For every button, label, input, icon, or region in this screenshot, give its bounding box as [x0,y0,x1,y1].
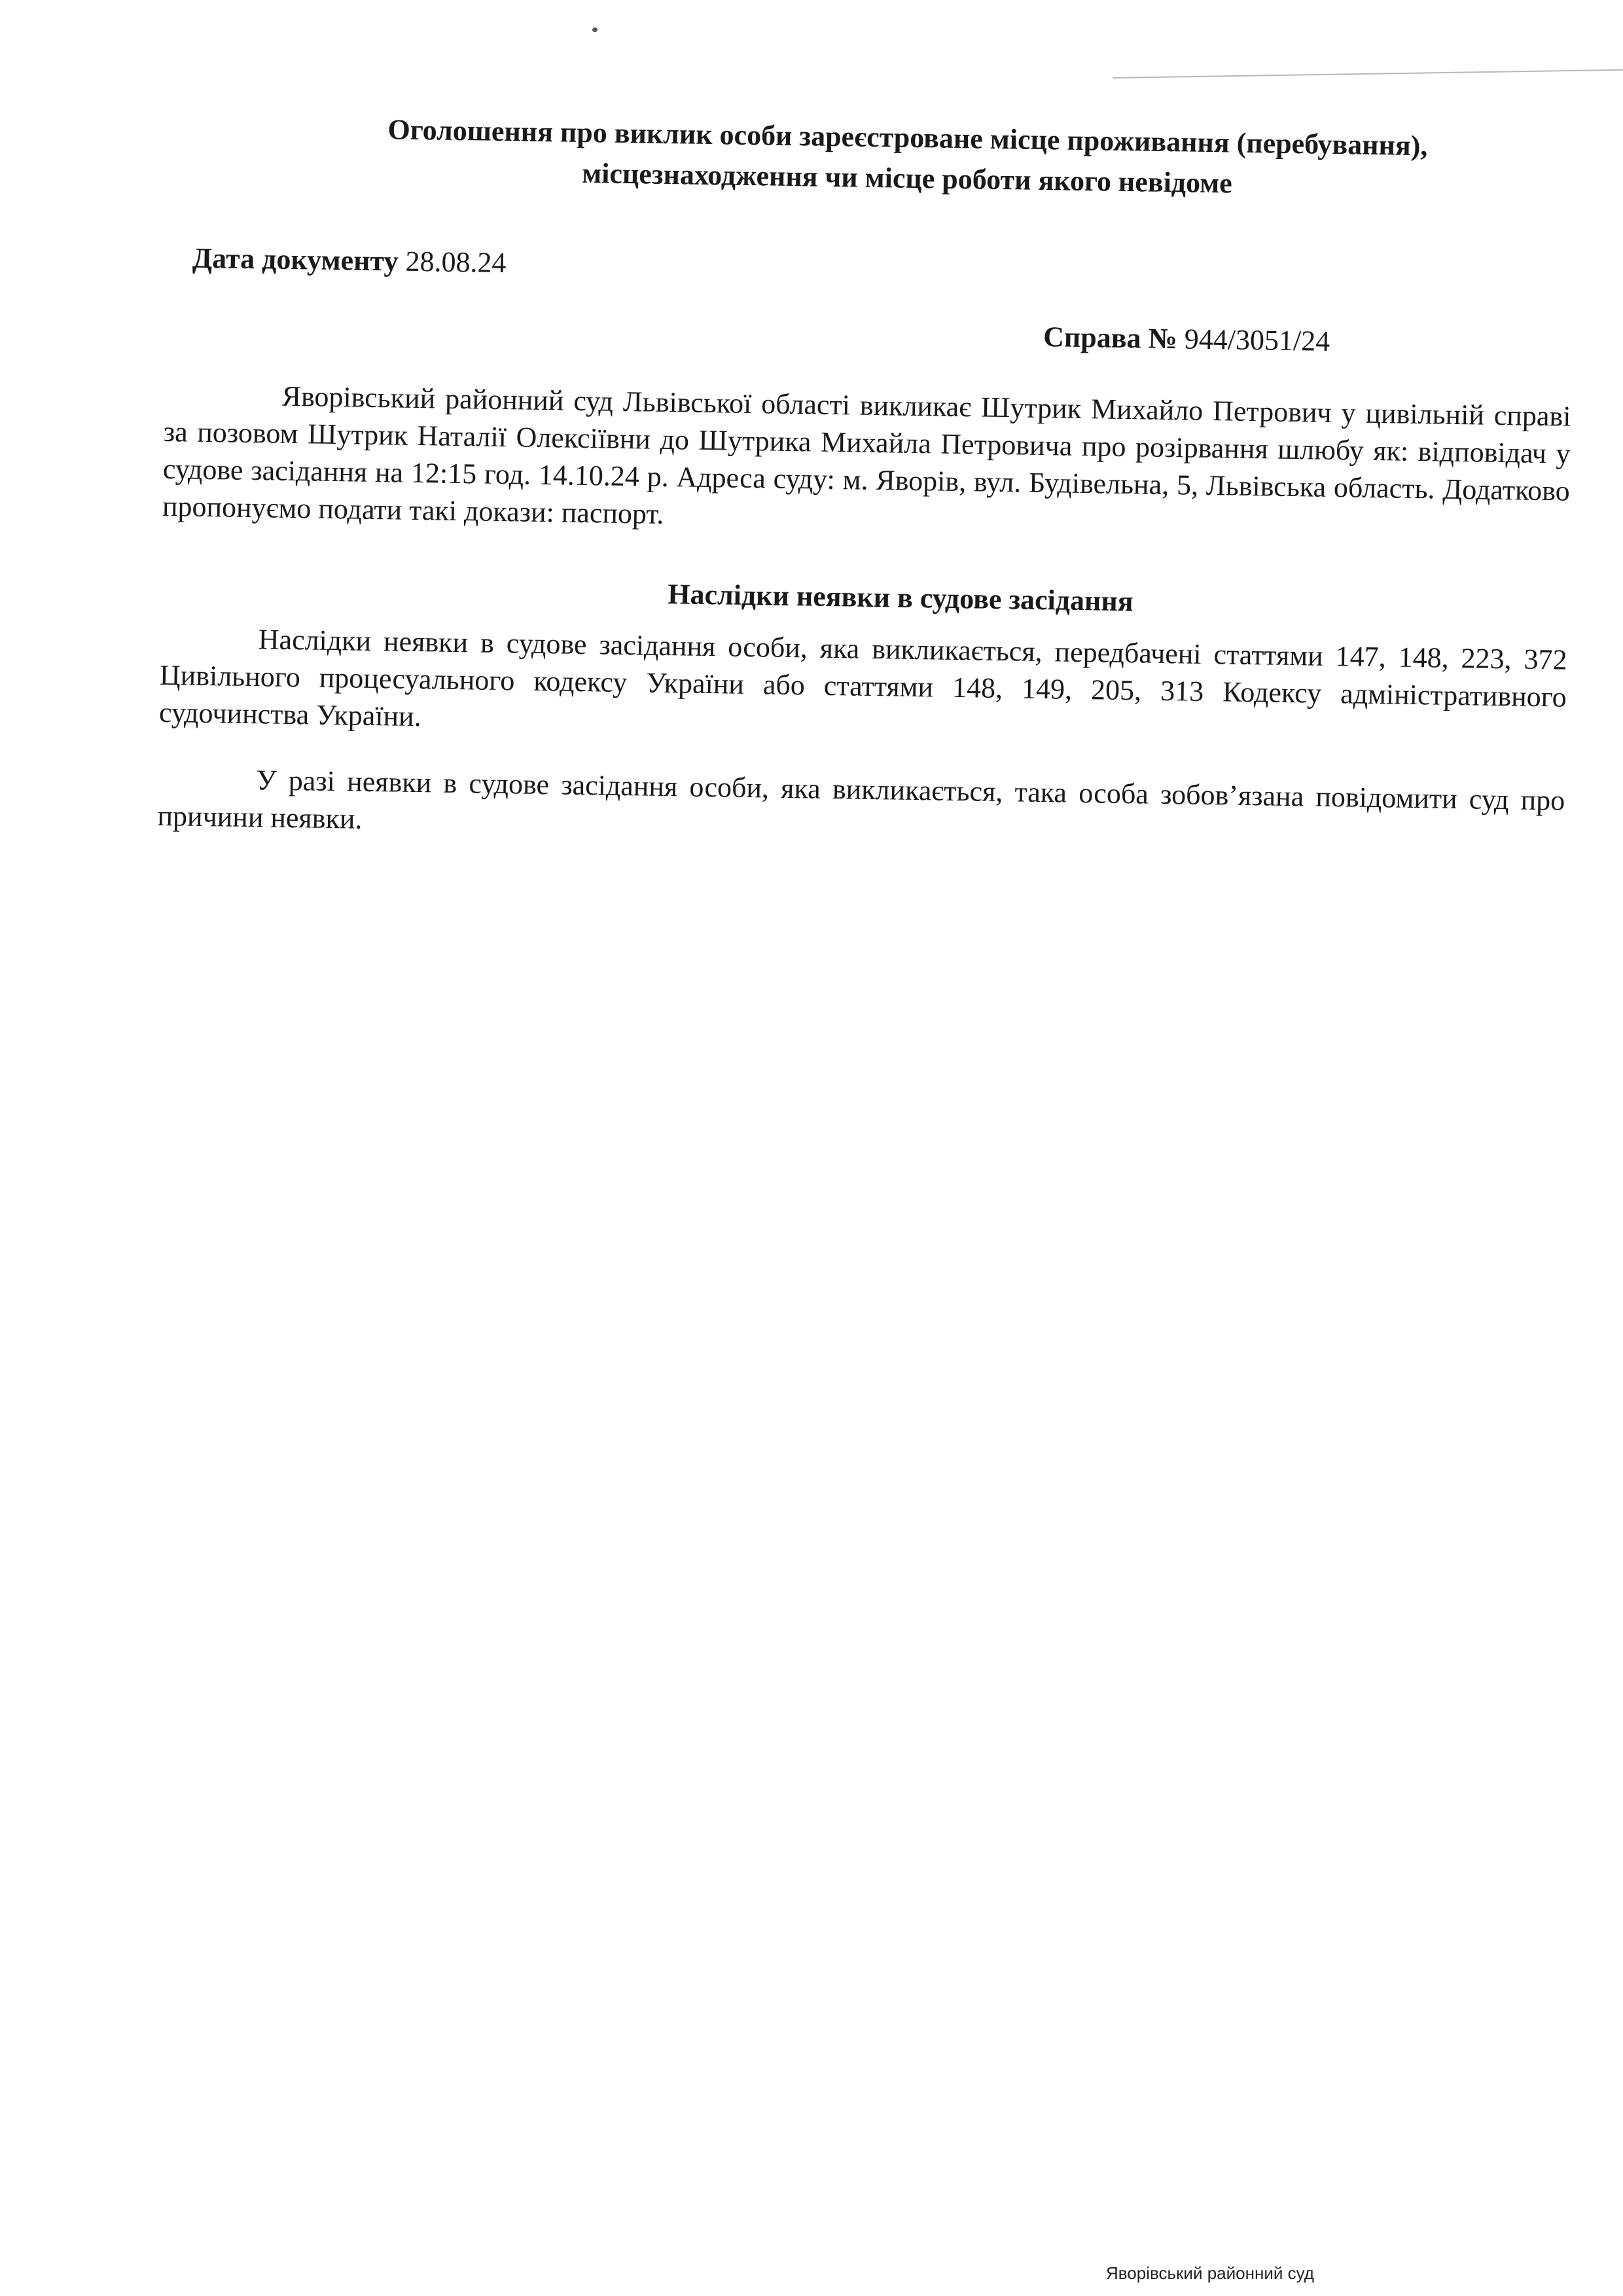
consequences-paragraph: Наслідки неявки в судове засідання особи, яка викликається, передбачені статтями 147, 148, 223, 372 Цивільного процесуального кодексу України або статтями 148, 149, 205, 313 Кодексу адміністративного судочинства України. [158,623,1568,733]
court-footer-stamp: Яворівський районний суд [1106,2263,1314,2283]
consequences-heading: Наслідки неявки в судове засідання [667,578,1134,618]
notification-paragraph: У разі неявки в судове засідання особи, яка викликається, така особа зобов’язана повідомити суд про причини неявки. [157,764,1565,835]
case-number-label: Справа № [1043,321,1178,355]
document-date [166,238,1574,300]
document-content [156,92,1575,886]
document-title-line-2: місцезнаходження чи місце роботи якого невідоме [581,156,1233,200]
summons-paragraph: Яворівський районний суд Львівської області викликає Шутрик Михайло Петрович у цивільній справі за позовом Шутрик Наталії Олексіївни до Шутрика Михайла Петровича про розірвання шлюбу як: відповідач у судове засідання на 12:15 год. 14.10.24 р. Адреса суду: м. Яворів, вул. Будівельна, 5, Львівська область. Додатково пропонуємо подати такі докази: паспорт. [162,380,1571,530]
case-number-value: 944/3051/24 [1184,323,1330,357]
document-date-value: 28.08.24 [405,245,507,279]
document-title-line-1: Оголошення про виклик особи зареєстроване місце проживання (перебування), [387,113,1428,162]
document-date-label: Дата документу [192,242,399,278]
document-title [168,106,1576,209]
case-number [165,304,1573,365]
scan-edge-line [1113,69,1623,79]
scan-speck [592,27,597,32]
